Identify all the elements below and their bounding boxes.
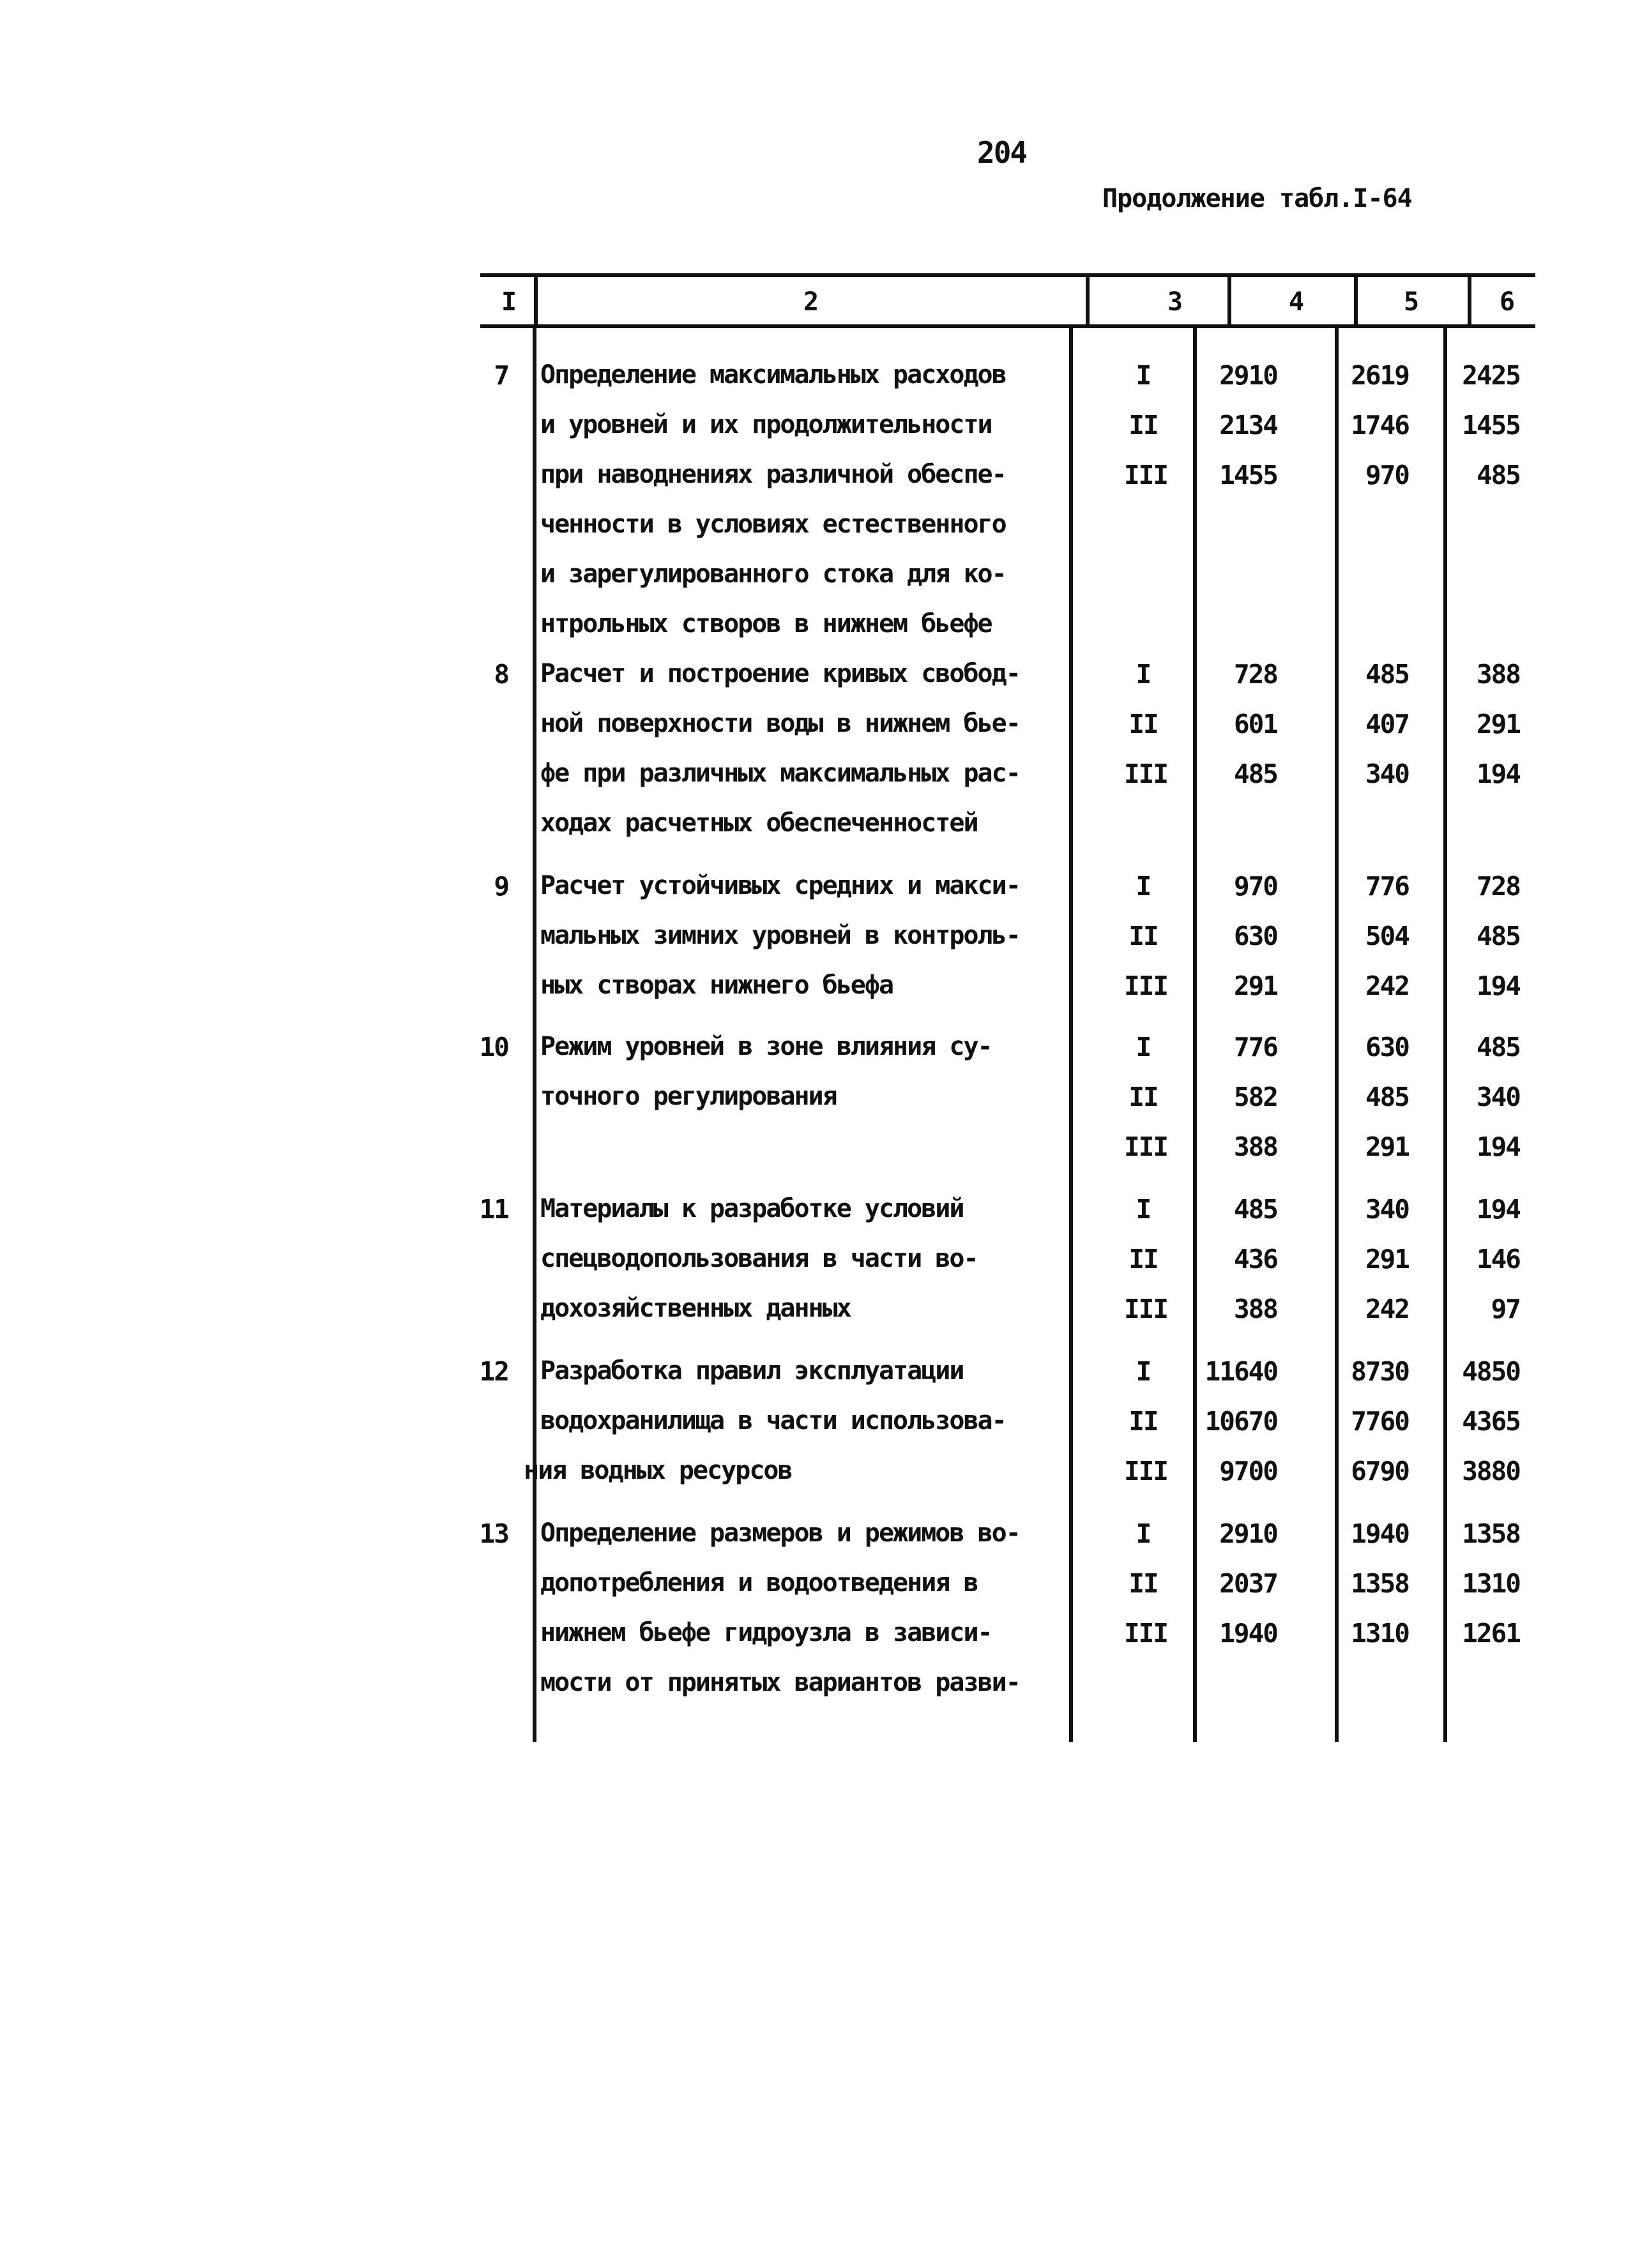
row-category: II bbox=[1128, 1082, 1158, 1112]
row-col6-value: 291 bbox=[1476, 709, 1520, 739]
row-category: III bbox=[1124, 1618, 1168, 1649]
row-col6-value: 485 bbox=[1476, 1032, 1520, 1062]
row-col4-value: 970 bbox=[1233, 871, 1277, 902]
row-description-line: Определение максимальных расходов bbox=[540, 360, 1006, 389]
row-category: II bbox=[1128, 410, 1158, 441]
body-rule-3 bbox=[1193, 324, 1197, 1742]
row-category: I bbox=[1136, 871, 1151, 902]
row-description-line: и уровней и их продолжительности bbox=[540, 410, 992, 439]
row-category: III bbox=[1124, 460, 1168, 490]
header-top-rule bbox=[480, 273, 1535, 277]
row-description-line: ния водных ресурсов bbox=[524, 1456, 792, 1485]
row-col5-value: 8730 bbox=[1351, 1356, 1409, 1387]
row-category: III bbox=[1124, 971, 1168, 1001]
row-description-line: нтрольных створов в нижнем бьефе bbox=[540, 609, 992, 639]
row-col4-value: 388 bbox=[1233, 1294, 1277, 1324]
row-col6-value: 388 bbox=[1476, 659, 1520, 690]
row-col5-value: 1310 bbox=[1351, 1618, 1409, 1649]
row-description-line: точного регулирования bbox=[540, 1082, 837, 1111]
row-col5-value: 291 bbox=[1365, 1131, 1409, 1162]
header-bottom-rule bbox=[480, 324, 1535, 328]
header-separator-2 bbox=[1086, 273, 1090, 328]
row-col6-value: 194 bbox=[1476, 759, 1520, 789]
row-col4-value: 485 bbox=[1233, 1194, 1277, 1225]
row-col5-value: 1358 bbox=[1351, 1568, 1409, 1599]
row-category: I bbox=[1136, 659, 1151, 690]
row-col5-value: 1940 bbox=[1351, 1518, 1409, 1549]
row-category: I bbox=[1136, 1518, 1151, 1549]
row-category: II bbox=[1128, 1244, 1158, 1274]
row-col4-value: 291 bbox=[1233, 971, 1277, 1001]
row-col5-value: 485 bbox=[1365, 1082, 1409, 1112]
row-category: I bbox=[1136, 1356, 1151, 1387]
row-number: 7 bbox=[494, 360, 508, 391]
row-number: 11 bbox=[479, 1194, 508, 1225]
row-col5-value: 242 bbox=[1365, 971, 1409, 1001]
row-col5-value: 407 bbox=[1365, 709, 1409, 739]
header-separator-3 bbox=[1227, 273, 1231, 328]
row-category: I bbox=[1136, 360, 1151, 391]
row-col4-value: 728 bbox=[1233, 659, 1277, 690]
row-category: I bbox=[1136, 1032, 1151, 1062]
row-col4-value: 582 bbox=[1233, 1082, 1277, 1112]
row-col5-value: 340 bbox=[1365, 1194, 1409, 1225]
row-col4-value: 9700 bbox=[1219, 1456, 1277, 1486]
row-description-line: Разработка правил эксплуатации bbox=[540, 1356, 964, 1386]
row-number: 9 bbox=[494, 871, 508, 902]
row-col6-value: 485 bbox=[1476, 460, 1520, 490]
row-col5-value: 485 bbox=[1365, 659, 1409, 690]
table-continuation-label: Продолжение табл.I-64 bbox=[1102, 184, 1412, 213]
row-description-line: Определение размеров и режимов во- bbox=[540, 1518, 1020, 1548]
header-col-4: 4 bbox=[1288, 287, 1305, 317]
row-col6-value: 146 bbox=[1476, 1244, 1520, 1274]
row-category: I bbox=[1136, 1194, 1151, 1225]
row-col5-value: 630 bbox=[1365, 1032, 1409, 1062]
row-col4-value: 10670 bbox=[1204, 1406, 1277, 1437]
header-separator-5 bbox=[1468, 273, 1471, 328]
row-col6-value: 1310 bbox=[1462, 1568, 1520, 1599]
row-col5-value: 970 bbox=[1365, 460, 1409, 490]
row-col4-value: 601 bbox=[1233, 709, 1277, 739]
row-col5-value: 6790 bbox=[1351, 1456, 1409, 1486]
header-col-3: 3 bbox=[1167, 287, 1183, 317]
row-category: III bbox=[1124, 759, 1168, 789]
row-number: 8 bbox=[494, 659, 508, 690]
row-col4-value: 485 bbox=[1233, 759, 1277, 789]
row-col6-value: 1358 bbox=[1462, 1518, 1520, 1549]
row-col4-value: 2134 bbox=[1219, 410, 1277, 441]
row-col4-value: 1940 bbox=[1219, 1618, 1277, 1649]
header-col-6: 6 bbox=[1499, 287, 1516, 317]
header-separator-4 bbox=[1354, 273, 1358, 328]
row-col4-value: 776 bbox=[1233, 1032, 1277, 1062]
header-col-2: 2 bbox=[803, 287, 819, 317]
row-description-line: дохозяйственных данных bbox=[540, 1294, 851, 1323]
row-description-line: Расчет и построение кривых свобод- bbox=[540, 659, 1020, 688]
row-description-line: ченности в условиях естественного bbox=[540, 510, 1006, 539]
row-col5-value: 7760 bbox=[1351, 1406, 1409, 1437]
row-col4-value: 388 bbox=[1233, 1131, 1277, 1162]
row-number: 13 bbox=[479, 1518, 508, 1549]
row-col5-value: 340 bbox=[1365, 759, 1409, 789]
row-category: III bbox=[1124, 1131, 1168, 1162]
row-col6-value: 3880 bbox=[1462, 1456, 1520, 1486]
row-col4-value: 436 bbox=[1233, 1244, 1277, 1274]
row-col6-value: 97 bbox=[1491, 1294, 1520, 1324]
header-col-1: I bbox=[501, 287, 517, 317]
row-description-line: мости от принятых вариантов разви- bbox=[540, 1668, 1020, 1697]
row-col6-value: 1261 bbox=[1462, 1618, 1520, 1649]
row-category: III bbox=[1124, 1294, 1168, 1324]
row-col6-value: 1455 bbox=[1462, 410, 1520, 441]
row-col5-value: 776 bbox=[1365, 871, 1409, 902]
row-col5-value: 242 bbox=[1365, 1294, 1409, 1324]
row-description-line: нижнем бьефе гидроузла в зависи- bbox=[540, 1618, 992, 1647]
row-description-line: ной поверхности воды в нижнем бье- bbox=[540, 709, 1020, 738]
row-number: 12 bbox=[479, 1356, 508, 1387]
row-col6-value: 485 bbox=[1476, 921, 1520, 951]
row-description-line: допотребления и водоотведения в bbox=[540, 1568, 978, 1598]
row-category: III bbox=[1124, 1456, 1168, 1486]
page-number: 204 bbox=[977, 135, 1027, 170]
row-col5-value: 2619 bbox=[1351, 360, 1409, 391]
row-col4-value: 2910 bbox=[1219, 360, 1277, 391]
row-col4-value: 1455 bbox=[1219, 460, 1277, 490]
row-col6-value: 194 bbox=[1476, 1194, 1520, 1225]
row-col6-value: 194 bbox=[1476, 1131, 1520, 1162]
row-col5-value: 504 bbox=[1365, 921, 1409, 951]
body-rule-1 bbox=[533, 324, 536, 1742]
row-col4-value: 2037 bbox=[1219, 1568, 1277, 1599]
row-description-line: фе при различных максимальных рас- bbox=[540, 759, 1020, 788]
row-col5-value: 291 bbox=[1365, 1244, 1409, 1274]
row-col6-value: 4850 bbox=[1462, 1356, 1520, 1387]
row-col6-value: 340 bbox=[1476, 1082, 1520, 1112]
row-description-line: Материалы к разработке условий bbox=[540, 1194, 964, 1223]
row-col6-value: 728 bbox=[1476, 871, 1520, 902]
header-col-5: 5 bbox=[1403, 287, 1420, 317]
body-rule-2 bbox=[1069, 324, 1073, 1742]
row-col4-value: 11640 bbox=[1204, 1356, 1277, 1387]
row-category: II bbox=[1128, 921, 1158, 951]
row-category: II bbox=[1128, 1406, 1158, 1437]
row-description-line: мальных зимних уровней в контроль- bbox=[540, 921, 1020, 950]
row-description-line: спецводопользования в части во- bbox=[540, 1244, 978, 1273]
row-col6-value: 4365 bbox=[1462, 1406, 1520, 1437]
row-category: II bbox=[1128, 709, 1158, 739]
row-col6-value: 194 bbox=[1476, 971, 1520, 1001]
row-description-line: Режим уровней в зоне влияния су- bbox=[540, 1032, 992, 1061]
row-description-line: ных створах нижнего бьефа bbox=[540, 971, 893, 1000]
row-number: 10 bbox=[479, 1032, 508, 1062]
row-col6-value: 2425 bbox=[1462, 360, 1520, 391]
row-col4-value: 2910 bbox=[1219, 1518, 1277, 1549]
row-col5-value: 1746 bbox=[1351, 410, 1409, 441]
row-category: II bbox=[1128, 1568, 1158, 1599]
row-description-line: и зарегулированного стока для ко- bbox=[540, 559, 1006, 589]
row-col4-value: 630 bbox=[1233, 921, 1277, 951]
row-description-line: водохранилища в части использова- bbox=[540, 1406, 1006, 1435]
row-description-line: Расчет устойчивых средних и макси- bbox=[540, 871, 1020, 900]
row-description-line: ходах расчетных обеспеченностей bbox=[540, 808, 978, 838]
row-description-line: при наводнениях различной обеспе- bbox=[540, 460, 1006, 489]
